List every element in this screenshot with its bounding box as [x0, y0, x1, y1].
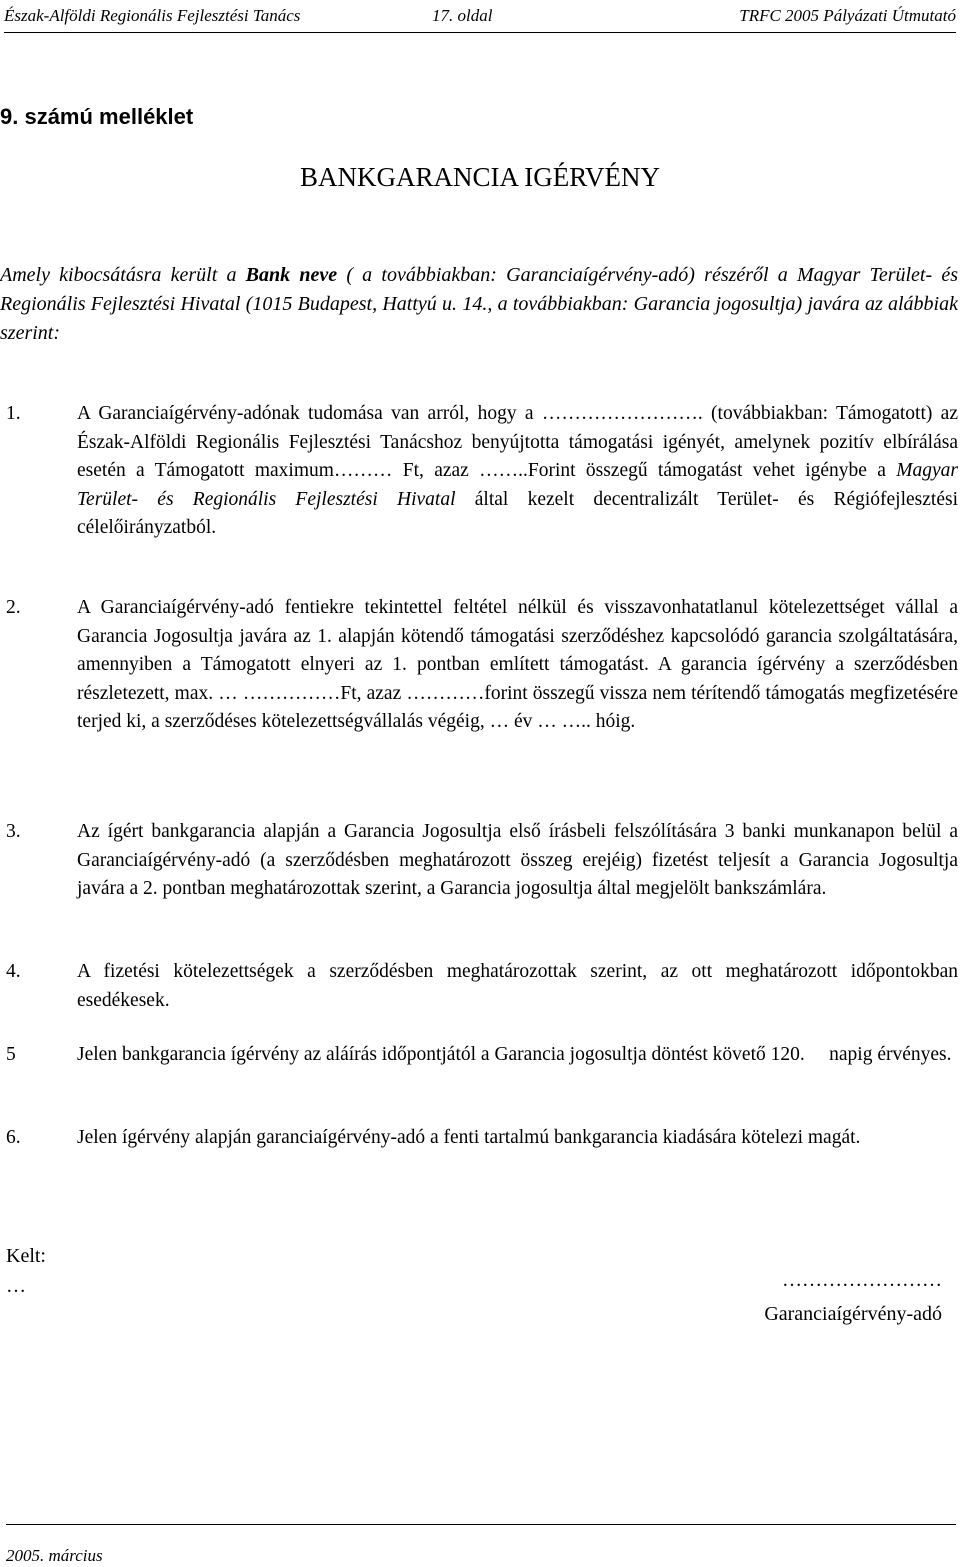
item-number: 1.: [6, 403, 21, 424]
header-document-title: TRFC 2005 Pályázati Útmutató: [739, 6, 956, 25]
item-text: [77, 400, 958, 543]
list-item: [0, 594, 958, 737]
item-number: 2.: [6, 597, 21, 618]
signature-block: [764, 1263, 942, 1331]
intro-text-end: ( a továbbiakban: Garanciaígérvény-adó) részéről a Magyar Terület- és Regionális Fejlesztési Hivatal (1015 Budapest, Hattyú u. 14., a továbbiakban: Garancia jogosultja) javára az alábbiak szerint:: [0, 264, 959, 344]
intro-paragraph: [0, 261, 958, 348]
item-number: 5: [6, 1044, 16, 1065]
list-item: [0, 958, 958, 1015]
item-text: A fizetési kötelezettségek a szerződésben meghatározottak szerint, az ott meghatározott időpontokban esedékesek.: [77, 961, 958, 1011]
header-page-number: 17. oldal: [432, 6, 493, 25]
intro-text-start: Amely kibocsátásra került a: [0, 264, 246, 286]
list-item: [0, 400, 958, 543]
list-item: [0, 818, 958, 904]
header-organization: Észak-Alföldi Regionális Fejlesztési Tanács: [4, 6, 301, 25]
signature-line: ……………………: [782, 1269, 942, 1291]
intro-bank-name: Bank neve: [245, 264, 338, 286]
item-text: Az ígért bankgarancia alapján a Garancia Jogosultja első írásbeli felszólítására 3 banki munkanapon belül a Garanciaígérvény-adó (a szerződésben meghatározott összeg erejéig) fizetést teljesít a Garancia Jogosultja javára a 2. pontban meghatározottak szerint, a Garancia jogosultja által megjelölt bankszámlára.: [77, 821, 958, 900]
item-number: 6.: [6, 1127, 21, 1148]
item-text: A Garanciaígérvény-adó fentiekre tekintettel feltétel nélkül és visszavonhatatlanul kötelezettséget vállal a Garancia Jogosultja javára az 1. alapján kötendő támogatási szerződéshez kapcsolódó garancia szolgáltatására, amennyiben a Támogatott elnyeri az 1. pontban említett támogatást. A garancia ígérvény a szerződésben részletezett, max. … ……………Ft, azaz …………forint összegű vissza nem térítendő támogatás megfizetésére terjed ki, a szerződéses kötelezettségvállalás végéig, … év … ….. hóig.: [77, 597, 958, 733]
date-block: [6, 1241, 46, 1301]
item-text-part: A Garanciaígérvény-adónak tudomása van arról, hogy a ……………………. (továbbiakban: Támogatott) az Észak-Alföldi Regionális Fejlesztési Tanácshoz benyújtotta támogatási igényét, amelynek pozitív elbírálása esetén a Támogatott maximum……… Ft, azaz ……..Forint összegű támogatást vehet igénybe a: [77, 403, 958, 482]
item-text: Jelen bankgarancia ígérvény az aláírás időpontjától a Garancia jogosultja döntést követő 120. napig érvényes.: [77, 1044, 952, 1065]
item-number: 3.: [6, 821, 21, 842]
date-label: Kelt:: [6, 1245, 46, 1267]
item-text-part: által kezelt decentralizált Terület- és Régiófejlesztési célelőirányzatból.: [77, 488, 958, 539]
item-text: Jelen ígérvény alapján garanciaígérvény-adó a fenti tartalmú bankgarancia kiadására kötelezi magát.: [77, 1127, 861, 1148]
document-title: BANKGARANCIA IGÉRVÉNY: [299, 162, 661, 192]
page-header: [4, 2, 956, 33]
list-item: [0, 1041, 958, 1070]
date-value: …: [6, 1275, 26, 1297]
signer-label: Garanciaígérvény-adó: [764, 1303, 942, 1325]
footer-date: 2005. március: [6, 1546, 103, 1565]
annex-label: 9. számú melléklet: [0, 104, 194, 129]
footer-rule: [6, 1524, 956, 1525]
item-number: 4.: [6, 961, 21, 982]
list-item: [0, 1124, 958, 1153]
item-text-italic: Magyar Terület- és Regionális Fejlesztési Hivatal: [77, 460, 958, 510]
